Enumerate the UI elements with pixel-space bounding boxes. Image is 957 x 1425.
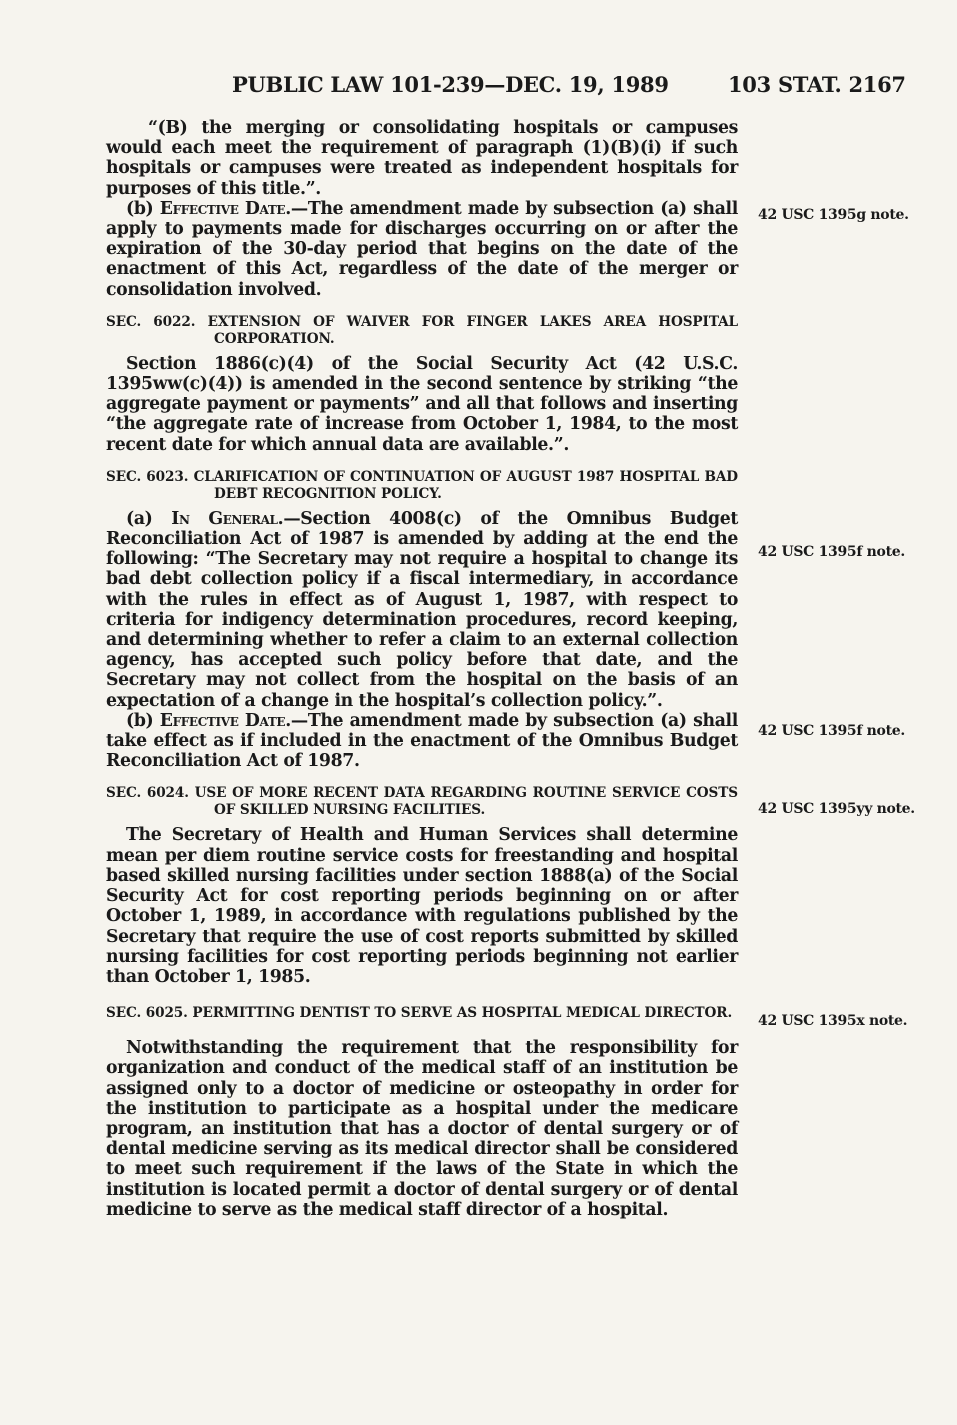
sidenote-1395x: 42 USC 1395x note. [758,1013,908,1029]
paragraph-dentist-director: Notwithstanding the requirement that the responsibility for organization and conduct of the medical staff of an institution be assigned only to a doctor of medicine or osteopathy in order for the institution to participate as a hospital under the medicare program, an institution that has a doctor of dental surgery or of dental medicine serving as its medical director shall be considered to meet such requirement if the laws of the State in which the institution is located permit a doctor of dental surgery or of dental medicine to serve as the medical staff director of a hospital. [106,1038,738,1220]
paragraph-text: —The amendment made by subsection (a) shall apply to payments made for discharges occurring on or after the expiration of the 30-day period that begins on the date of the enactment of this Act, regardless of the date of the merger or consolidation involved. [106,198,738,300]
paragraph-label: (b) [126,198,160,219]
header-title: PUBLIC LAW 101-239—DEC. 19, 1989 [232,72,669,97]
sidenote-1395g: 42 USC 1395g note. [758,207,909,223]
paragraph-text: —The amendment made by subsection (a) shall take effect as if included in the enactment of the Omnibus Budget Reconciliation Act of 1987. [106,710,738,772]
paragraph-section-1886: Section 1886(c)(4) of the Social Security Act (42 U.S.C. 1395ww(c)(4)) is amended in the second sentence by striking “the aggregate payment or payments” and all that follows and inserting “the aggregate rate of increase from October 1, 1984, to the most recent date for which annual data are available.”. [106,353,738,455]
paragraph-label: (b) [126,710,160,731]
paragraph-skilled-nursing: The Secretary of Health and Human Services shall determine mean per diem routine service costs for freestanding and hospital based skilled nursing facilities under section 1888(a) of the Social Security Act for cost reporting periods beginning on or after October 1, 1989, in accordance with regulations published by the Secretary that require the use of cost reports submitted by skilled nursing facilities for cost reporting periods beginning not earlier than October 1, 1985. [106,825,738,987]
sidenote-1395yy: 42 USC 1395yy note. [758,801,915,817]
paragraph-merging-hospitals: “(B) the merging or consolidating hospitals or campuses would each meet the requirement of paragraph (1)(B)(i) if such hospitals or campuses were treated as independent hospitals for purposes of this title.”. [106,118,738,199]
sidenote-1395f-a: 42 USC 1395f note. [758,544,905,560]
section-heading-6025: SEC. 6025. PERMITTING DENTIST TO SERVE AS HOSPITAL MEDICAL DIRECTOR. [106,1005,733,1022]
section-heading-6024: SEC. 6024. USE OF MORE RECENT DATA REGARDING ROUTINE SERVICE COSTS OF SKILLED NURSING FACILITIES. [106,785,738,819]
section-heading-6022: SEC. 6022. EXTENSION OF WAIVER FOR FINGER LAKES AREA HOSPITAL CORPORATION. [106,313,738,347]
paragraph-effective-date-6023 [106,711,738,772]
paragraph-in-general-6023 [106,509,738,711]
paragraph-label: (a) [126,508,172,529]
paragraph-effective-date-6021 [106,199,738,300]
section-heading-6023: SEC. 6023. CLARIFICATION OF CONTINUATION OF AUGUST 1987 HOSPITAL BAD DEBT RECOGNITION POLICY. [106,468,738,502]
paragraph-heading: Effective Date. [159,198,291,219]
page-header [0,72,957,106]
paragraph-heading: Effective Date. [159,710,291,731]
sidenote-1395f-b: 42 USC 1395f note. [758,723,905,739]
header-stat-page: 103 STAT. 2167 [728,72,906,97]
paragraph-text: —Section 4008(c) of the Omnibus Budget Reconciliation Act of 1987 is amended by adding at the end the following: “The Secretary may not require a hospital to change its bad debt collection policy if a fiscal intermediary, in accordance with the rules in effect as of August 1, 1987, with respect to criteria for indigency determination procedures, record keeping, and determining whether to refer a claim to an external collection agency, has accepted such policy before that date, and the Secretary may not collect from the hospital on the basis of an expectation of a change in the hospital’s collection policy.”. [106,508,739,711]
document-body [106,118,738,1220]
paragraph-heading: In General. [171,508,284,529]
